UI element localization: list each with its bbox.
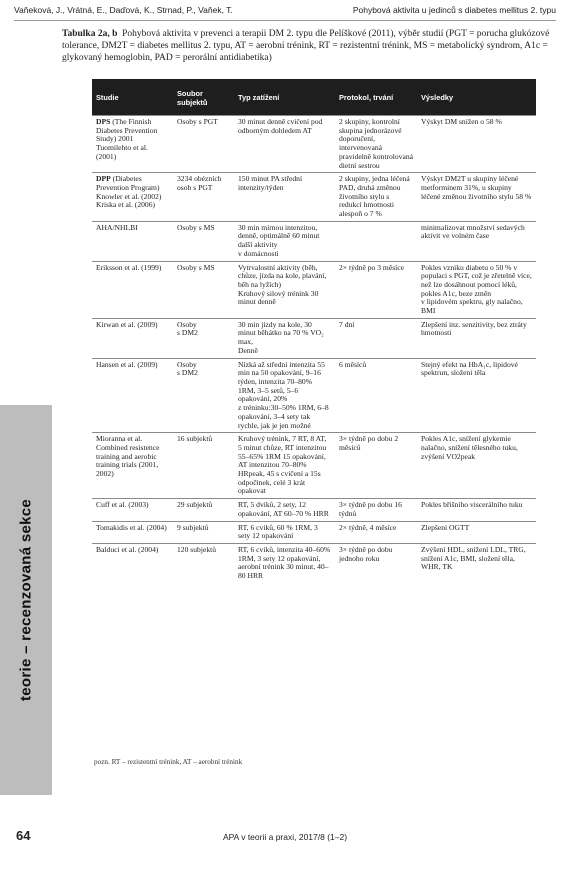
cell-subjects: 3234 obézních osob s PGT [173, 173, 234, 222]
study-name: Eriksson et al. (1999) [96, 262, 162, 272]
journal-footer: APA v teorii a praxi, 2017/8 (1–2) [222, 832, 348, 842]
study-name: Kirwan et al. (2009) [96, 319, 158, 329]
cell-study [92, 543, 173, 582]
study-name: Balduci et al. (2004) [96, 544, 159, 554]
table-row [92, 521, 536, 543]
study-acronym: DPS [96, 117, 111, 126]
cell-subjects: 29 subjektů [173, 499, 234, 521]
cell-subjects: 9 subjektů [173, 521, 234, 543]
header-running-title: Pohybová aktivita u jedinců s diabetes mellitus 2. typu [352, 5, 556, 15]
cell-study [92, 318, 173, 358]
table-header-row [92, 79, 536, 116]
cell-study [92, 499, 173, 521]
cell-study [92, 173, 173, 222]
cell-result: Zvýšení HDL, snížení LDL, TRG, snížení A1c, BMI, složení těla, WHR, TK [417, 543, 536, 582]
cell-load: 30 minut denně cvičení pod odborným dohledem AT [234, 116, 335, 173]
table-row [92, 173, 536, 222]
cell-result: Zlepšení inz. senzitivity, bez ztráty hmotnosti [417, 318, 536, 358]
cell-load: Kruhový trénink, 7 RT, 8 AT, 5 minut chůze, RT intenzitou 55–65% 1RM 15 opakování, AT intenzitou 70–80% HRpeak, 45 s cvičení a 15s odpočinek, celé 3 krát opakovat [234, 433, 335, 499]
study-name: Hansen et al. (2009) [96, 359, 158, 369]
table-row [92, 261, 536, 318]
table-caption [62, 28, 556, 64]
study-table [92, 79, 536, 583]
cell-subjects: 120 subjektů [173, 543, 234, 582]
cell-protocol: 6 měsíců [335, 358, 417, 433]
page-number: 64 [16, 828, 31, 843]
cell-subjects: 16 subjektů [173, 433, 234, 499]
cell-study [92, 116, 173, 173]
table-note: pozn. RT – rezistentní trénink, AT – aerobní trénink [94, 758, 243, 766]
cell-subjects: Osoby s PGT [173, 116, 234, 173]
cell-study [92, 358, 173, 433]
cell-result: Stejný efekt na HbA₁c, lipidové spektrun, složení těla [417, 358, 536, 433]
table-row [92, 433, 536, 499]
study-name: (Diabetes Prevention Program) Knowler et al. (2002) Kriska et al. (2006) [96, 174, 162, 210]
cell-protocol: 3× týdně po dobu 16 týdnů [335, 499, 417, 521]
cell-protocol: 2× týdně po 3 měsíce [335, 261, 417, 318]
cell-result: minimalizovat množství sedavých aktivit ve volném čase [417, 221, 536, 261]
cell-protocol: 2× týdně, 4 měsíce [335, 521, 417, 543]
col-header-study: Studie [92, 79, 173, 116]
table-row [92, 543, 536, 582]
study-acronym: DPP [96, 174, 111, 184]
study-name: AHA/NHLBI [96, 222, 138, 232]
cell-study [92, 221, 173, 261]
cell-result: Výskyt DM snížen o 58 % [417, 116, 536, 173]
cell-subjects: Osoby s DM2 [173, 358, 234, 433]
cell-protocol: 7 dní [335, 318, 417, 358]
running-header [14, 0, 556, 21]
cell-result: Pokles A1c, snížení glykemie nalačno, snížení tělesného tuku, zvýšení VO2peak [417, 433, 536, 499]
cell-protocol: 3× týdně po dobu 2 měsíců [335, 433, 417, 499]
cell-result: Zlepšení OGTT [417, 521, 536, 543]
cell-load: 30 min jízdy na kole, 30 minut běhátko na 70 % VO₂ max, Denně [234, 318, 335, 358]
cell-subjects: Osoby s DM2 [173, 318, 234, 358]
cell-result: Výskyt DM2T u skupiny léčené metforminem 31%, u skupiny léčené změnou životního stylu 58 % [417, 173, 536, 222]
table-row [92, 499, 536, 521]
cell-protocol: 3× týdně po dobu jednoho roku [335, 543, 417, 582]
cell-load: RT, 5 dviků, 2 sety, 12 opakování, AT 60–70 % HRR [234, 499, 335, 521]
study-name: Mioranna et al. Combined resistence training and aerobic training trials (2001, 2002) [96, 434, 160, 479]
cell-study [92, 433, 173, 499]
study-name: Cuff et al. (2003) [96, 500, 149, 510]
cell-load: Nízká až střední intenzita 55 min na 50 opakování, 9–16 týden, intenzita 70–80% 1RM, 3–5 setů, 5–6 opakování, 20% z tréninku:30–50% 1RM, 6–8 opakování, 3–4 sety tak rychle, jak je jen možné [234, 358, 335, 433]
study-name: (The Finnish Diabetes Prevention Study) 2001 Tuomilehto et al. (2001) [96, 117, 158, 161]
col-header-load: Typ zatížení [234, 79, 335, 116]
cell-protocol: 2 skupiny, kontrolní skupina jednorázové doporučení, intervenovaná pravidelně kontrolovaná dietní sestrou [335, 116, 417, 173]
caption-label: Tabulka 2a, b [62, 29, 118, 39]
cell-protocol [335, 221, 417, 261]
table-body [92, 116, 536, 583]
col-header-protocol: Protokol, trvání [335, 79, 417, 116]
table-row [92, 318, 536, 358]
table-row [92, 116, 536, 173]
cell-load: Vytrvalostní aktivity (běh, chůze, jízda na kole, plavání, běh na lyžích) Kruhový silový trénink 30 minut denně [234, 261, 335, 318]
table-row [92, 221, 536, 261]
cell-result: Pokles vzniku diabetu o 50 % v populaci s PGT, což je zřetelně více, než lze dosáhnout pomocí léků, pokles A1c, beze změn v lipidovém spektru, gly nalačno, BMI [417, 261, 536, 318]
cell-result: Pokles břišního viscerálního tuku [417, 499, 536, 521]
cell-study [92, 521, 173, 543]
cell-study [92, 261, 173, 318]
col-header-subjects: Soubor subjektů [173, 79, 234, 116]
cell-load: 150 minut PA střední intenzity/týden [234, 173, 335, 222]
study-name: Tomakidis et al. (2004) [96, 522, 167, 532]
header-authors: Vaňeková, J., Vrátná, E., Daďová, K., Strnad, P., Vaňek, T. [14, 5, 233, 15]
cell-load: RT, 6 cviků, 60 % 1RM, 3 sety 12 opakování [234, 521, 335, 543]
cell-subjects: Osoby s MS [173, 261, 234, 318]
sidebar-section-label: teorie – recenzovaná sekce [17, 498, 35, 702]
table-row [92, 358, 536, 433]
cell-load: 30 min mírnou intenzitou, denně, optimálně 60 minut další aktivity v domácnosti [234, 221, 335, 261]
cell-protocol: 2 skupiny, jedna léčená PAD, druhá změnou životního stylu s redukcí hmotnosti alespoň o 7 % [335, 173, 417, 222]
col-header-results: Výsledky [417, 79, 536, 116]
caption-text: Pohybová aktivita v prevenci a terapii DM 2. typu dle Pelíškové (2011), výběr studií (PGT = porucha glukózové tolerance, DM2T = diabetes mellitus 2. typu, AT = aerobní trénink, RT = rezistentní trénink, MS = metabolický syndrom, A1c = glykovaný hemoglobin, PAD = perorální antidiabetika) [62, 29, 550, 63]
cell-subjects: Osoby s MS [173, 221, 234, 261]
cell-load: RT, 6 cviků, intenzita 40–60% 1RM, 3 sety 12 opakování, aerobní trénink 30 minut, 40–80 HRR [234, 543, 335, 582]
